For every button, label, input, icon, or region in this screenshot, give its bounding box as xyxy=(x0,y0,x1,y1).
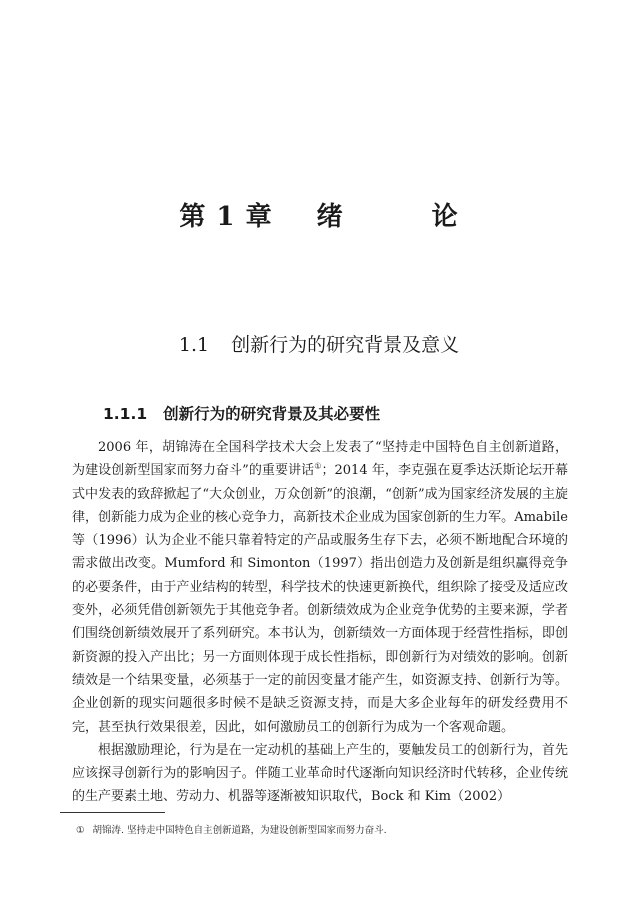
chapter-title xyxy=(0,196,638,233)
subsection-heading xyxy=(103,402,380,424)
subsection-title: 创新行为的研究背景及其必要性 xyxy=(163,405,381,423)
footnote-reference[interactable]: ① xyxy=(314,461,322,471)
footnote-mark: ① xyxy=(76,825,85,836)
chapter-title-char-2: 论 xyxy=(431,202,459,232)
body-text xyxy=(72,436,568,809)
chapter-title-char-1: 绪 xyxy=(316,202,344,232)
section-title: 创新行为的研究背景及意义 xyxy=(231,334,460,356)
paragraph-1-part-b: ；2014 年，李克强在夏季达沃斯论坛开幕式中发表的致辞掀起了“大众创业，万众创新”的浪潮，“创新”成为国家经济发展的主旋律，创新能力成为企业的核心竞争力，高新技术企业成为国家创新的生力军。Amabile 等（1996）认为企业不能只靠着特定的产品或服务生存下去，必须不断地配合环境的需求做出改变。Mumford 和 Simonton（1997）指出创造力及创新是组织赢得竞争的必要条件，由于产业结构的转型，科学技术的快速更新换代，组织除了接受及适应改变外，必须凭借创新领先于其他竞争者。创新绩效成为企业竞争优势的主要来源，学者们围绕创新绩效展开了系列研究。本书认为，创新绩效一方面体现于经营性指标，即创新资源的投入产出比；另一方面则体现于成长性指标，即创新行为对绩效的影响。创新绩效是一个结果变量，必须基于一定的前因变量才能产生，如资源支持、创新行为等。企业创新的现实问题很多时候不是缺乏资源支持，而是大多企业每年的研发经费用不完，甚至执行效果很差，因此，如何激励员工的创新行为成为一个客观命题。 xyxy=(72,463,568,735)
section-number: 1.1 xyxy=(178,334,210,356)
footnote-divider xyxy=(60,812,165,813)
footnote xyxy=(76,822,387,836)
section-heading xyxy=(0,330,638,357)
subsection-number: 1.1.1 xyxy=(103,405,148,423)
paragraph-2: 根据激励理论，行为是在一定动机的基础上产生的，要触发员工的创新行为，首先应该探寻创新行为的影响因子。伴随工业革命时代逐渐向知识经济时代转移，企业传统的生产要素土地、劳动力、机器等逐渐被知识取代，Bock 和 Kim（2002） xyxy=(72,742,568,805)
chapter-number: 第 1 章 xyxy=(179,202,273,232)
paragraph-1-part-a: 2006 年，胡锦涛在全国科学技术大会上发表了“坚持走中国特色自主创新道路，为建设创新型国家而努力奋斗”的重要讲话 xyxy=(72,440,568,479)
footnote-text: 胡锦涛. 坚持走中国特色自主创新道路，为建设创新型国家而努力奋斗. xyxy=(92,825,387,836)
paragraph-1 xyxy=(72,436,568,739)
